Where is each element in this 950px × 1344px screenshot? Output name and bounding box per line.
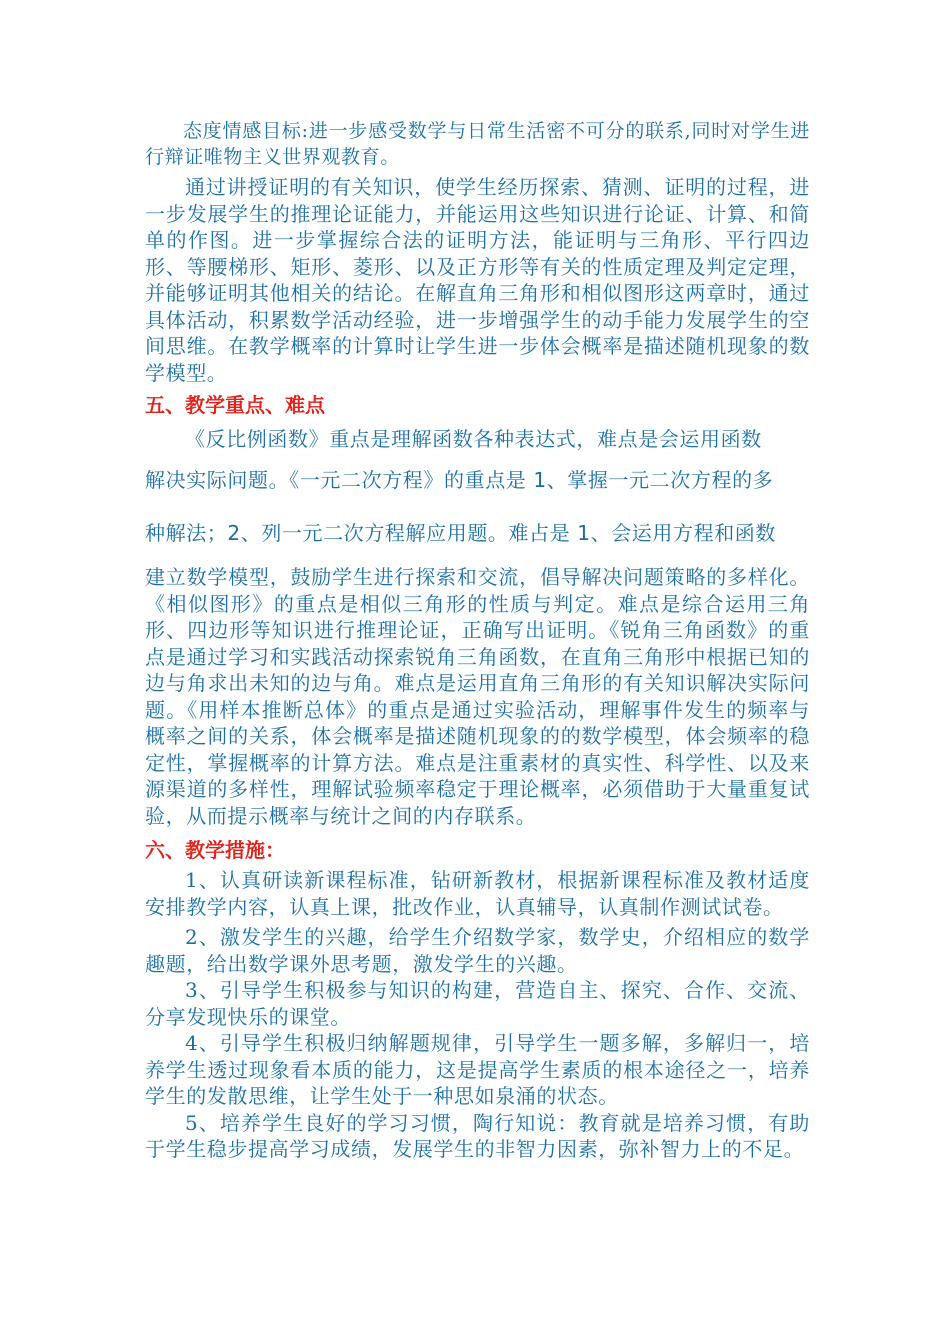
key-points-line-1: 《反比例函数》重点是理解函数各种表达式，难点是会运用函数: [185, 427, 762, 451]
key-points-body: 建立数学模型，鼓励学生进行探索和交流，倡导解决问题策略的多样化。《相似图形》的重点是相似三角形的性质与判定。难点是综合运用三角形、四边形等知识进行推理论证，正确写出证明。《锐角三角函数》的重点是通过学习和实践活动探索锐角三角函数，在直角三角形中根据已知的边与角求出未知的边与角。难点是运用直角三角形的有关知识解决实际问题。《用样本推断总体》的重点是通过实验活动，理解事件发生的频率与概率之间的关系，体会概率是描述随机现象的的数学模型，体会频率的稳定性，掌握概率的计算方法。难点是注重素材的真实性、科学性、以及来源渠道的多样性，理解试验频率稳定于理论概率，必须借助于大量重复试验，从而提示概率与统计之间的内存联系。: [145, 565, 810, 828]
paragraph-proof-teaching: 通过讲授证明的有关知识，使学生经历探索、猜测、证明的过程，进一步发展学生的推理论证能力，并能运用这些知识进行论证、计算、和简单的作图。进一步掌握综合法的证明方法，能证明与三角形、平行四边形、等腰梯形、矩形、菱形、以及正方形等有关的性质定理及判定定理，并能够证明其他相关的结论。在解直角三角形和相似图形这两章时，通过具体活动，积累数学活动经验，进一步增强学生的动手能力发展学生的空间思维。在教学概率的计算时让学生进一步体会概率是描述随机现象的数学模型。: [145, 175, 810, 385]
paragraph-attitude-goal: 态度情感目标:进一步感受数学与日常生活密不可分的联系,同时对学生进行辩证唯物主义世界观教育。: [145, 120, 810, 168]
section-heading-key-points: 五、教学重点、难点: [145, 393, 325, 417]
key-points-line-2: 解决实际问题。《一元二次方程》的重点是 1、掌握一元二次方程的多: [145, 468, 774, 492]
document-page: [145, 118, 810, 1163]
measure-item-3: 3、引导学生积极参与知识的构建，营造自主、探究、合作、交流、分享发现快乐的课堂。: [145, 978, 810, 1029]
key-points-line-3: 种解法；2、列一元二次方程解应用题。难占是 1、会运用方程和函数: [145, 521, 777, 545]
section-heading-measures: 六、教学措施：: [145, 838, 285, 862]
measure-item-2: 2、激发学生的兴趣，给学生介绍数学家，数学史，介绍相应的数学趣题，给出数学课外思考题，激发学生的兴趣。: [145, 925, 810, 976]
measure-item-1: 1、认真研读新课程标准，钻研新教材，根据新课程标准及教材适度安排教学内容，认真上课，批改作业，认真辅导，认真制作测试试卷。: [145, 868, 810, 919]
measure-item-4: 4、引导学生积极归纳解题规律，引导学生一题多解，多解归一，培养学生透过现象看本质的能力，这是提高学生素质的根本途径之一，培养学生的发散思维，让学生处于一种思如泉涌的状态。: [145, 1031, 810, 1108]
measure-item-5: 5、培养学生良好的学习习惯，陶行知说：教育就是培养习惯，有助于学生稳步提高学习成绩，发展学生的非智力因素，弥补智力上的不足。: [145, 1110, 810, 1161]
